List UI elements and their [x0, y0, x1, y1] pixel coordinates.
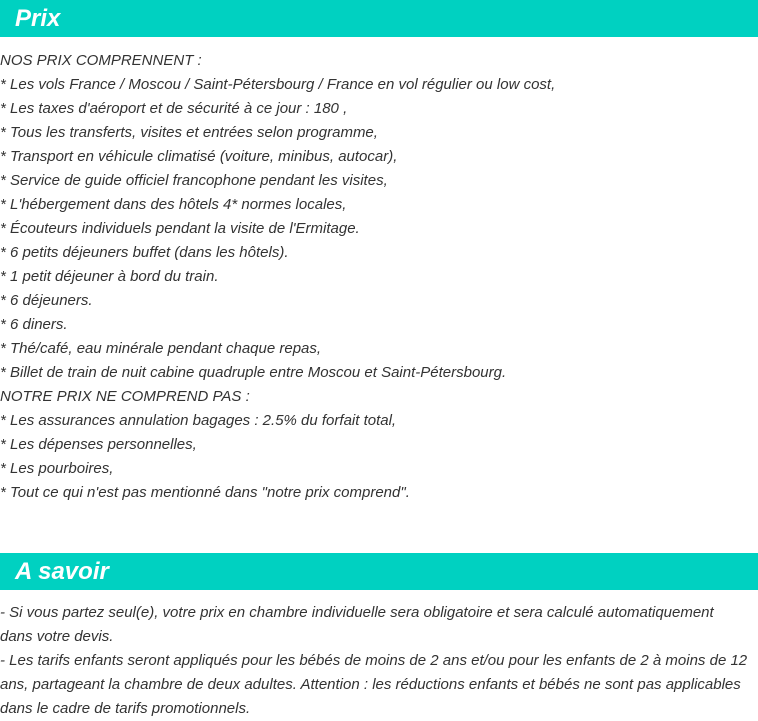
prix-line: * Les assurances annulation bagages : 2.5% du forfait total, — [0, 412, 397, 429]
prix-line: * 6 diners. — [0, 316, 68, 333]
prix-line: * 1 petit déjeuner à bord du train. — [0, 268, 219, 285]
savoir-section-content — [0, 590, 758, 721]
prix-section-header — [0, 0, 758, 37]
prix-line: * Billet de train de nuit cabine quadruple entre Moscou et Saint-Pétersbourg. — [0, 364, 507, 381]
prix-line: * 6 petits déjeuners buffet (dans les hôtels). — [0, 244, 289, 261]
savoir-paragraph: - Si vous partez seul(e), votre prix en chambre individuelle sera obligatoire et sera calculé automatiquement dans votre devis. — [0, 604, 714, 645]
prix-section-content — [0, 37, 758, 553]
savoir-paragraph: - Les tarifs enfants seront appliqués pour les bébés de moins de 2 ans et/ou pour les enfants de 2 à moins de 12 ans, partageant la chambre de deux adultes. Attention : les réductions enfants et bébés ne sont pas applicables dans le cadre de tarifs promotionnels. — [0, 652, 748, 717]
savoir-section-title: A savoir — [15, 557, 109, 585]
prix-line: * Tout ce qui n'est pas mentionné dans "notre prix comprend". — [0, 484, 410, 501]
prix-line: * Les dépenses personnelles, — [0, 436, 197, 453]
prix-section-title: Prix — [15, 4, 61, 32]
prix-line: NOS PRIX COMPRENNENT : — [0, 52, 202, 69]
prix-line: * Les pourboires, — [0, 460, 114, 477]
prix-line: * 6 déjeuners. — [0, 292, 93, 309]
prix-line: * L'hébergement dans des hôtels 4* normes locales, — [0, 196, 347, 213]
prix-line: * Tous les transferts, visites et entrées selon programme, — [0, 124, 378, 141]
prix-line: * Thé/café, eau minérale pendant chaque repas, — [0, 340, 322, 357]
prix-line: * Transport en véhicule climatisé (voiture, minibus, autocar), — [0, 148, 398, 165]
prix-line: NOTRE PRIX NE COMPREND PAS : — [0, 388, 250, 405]
savoir-section-header — [0, 553, 758, 590]
prix-line: * Service de guide officiel francophone pendant les visites, — [0, 172, 388, 189]
prix-line: * Les taxes d'aéroport et de sécurité à ce jour : 180 , — [0, 100, 348, 117]
prix-line: * Les vols France / Moscou / Saint-Pétersbourg / France en vol régulier ou low cost, — [0, 76, 556, 93]
prix-line: * Écouteurs individuels pendant la visite de l'Ermitage. — [0, 220, 360, 237]
